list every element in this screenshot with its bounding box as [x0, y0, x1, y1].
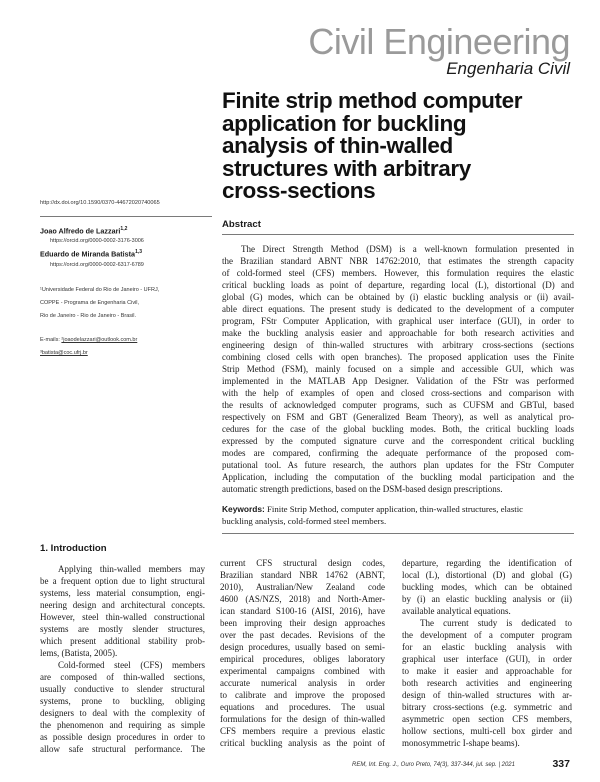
body-line: available analytical equations. [402, 606, 511, 616]
body-line: 4600 (AS/NZS, 2018) and North-Amer- [220, 594, 385, 604]
abstract-line: engineering design of thin-walled structures with arbitrary cross-sections (sections [222, 340, 574, 350]
body-line: graphical user interface (GUI), in order [402, 654, 572, 664]
abstract-heading: Abstract [222, 219, 261, 230]
body-line: systems are mostly slender structures, [40, 624, 205, 634]
side-divider [40, 216, 212, 217]
body-line: formulations for the design of thin-walled [220, 714, 385, 724]
body-column-3 [402, 557, 572, 749]
article-title-line: cross-sections [222, 178, 376, 203]
article-title [222, 90, 572, 203]
keywords [222, 503, 574, 527]
body-line: systems, prone to buckling, obliging [40, 696, 205, 706]
abstract-divider [222, 234, 574, 235]
body-line: both research activities and engineering [402, 678, 572, 688]
orcid-link[interactable]: https://orcid.org/0000-0002-6317-6789 [50, 261, 144, 268]
abstract-line: implemented in the MATLAB App Designer. Validation of the FStr was performed [222, 376, 574, 386]
affiliations [40, 284, 212, 323]
article-title-line: analysis of thin-walled [222, 133, 453, 158]
abstract-line: automatic strength predictions, based on the DSM-based design prescriptions. [222, 484, 503, 494]
body-line: the phenomenon and requiring as simple [40, 720, 205, 730]
body-line: CFS members require a previous elastic [220, 726, 385, 736]
body-line: 2010), Australian/New Zealand code [220, 582, 385, 592]
emails-label: E-mails: [40, 336, 62, 343]
body-line: The current study is dedicated to [420, 618, 572, 628]
affiliation-line: COPPE - Programa de Engenharia Civil, [40, 299, 140, 306]
body-line: hollow sections, multi-cell box girder and [402, 726, 572, 736]
abstract-line: cedures for the case of the global buckling modes. Both, the critical buckling loads [222, 424, 574, 434]
article-title-line: application for buckling [222, 110, 467, 136]
body-line: allow safe structural performance. The [40, 744, 205, 754]
keywords-text: Finite Strip Method, computer application, thin-walled structures, elastic [264, 504, 524, 514]
body-line: by (i) an elastic buckling analysis or (ii) [402, 594, 572, 604]
section-heading: 1. Introduction [40, 543, 107, 554]
body-line: to calibrate and improve the proposed [220, 690, 385, 700]
abstract-line: with the help of examples of open and closed cross-sections and comparison with [222, 388, 574, 398]
article-title-line: structures with arbitrary [222, 155, 471, 181]
abstract-line: The Direct Strength Method (DSM) is a well-known formulation presented in [241, 244, 574, 254]
affiliation-line: ¹Universidade Federal do Rio de Janeiro - UFRJ, [40, 286, 160, 293]
body-line: buckling modes, which can be obtained [402, 582, 572, 592]
body-line: design of thin-walled structures with ar- [402, 690, 572, 700]
body-line: However, steel thin-walled constructional [40, 612, 205, 622]
author-name: Eduardo de Miranda Batista$^{1,3}$ [40, 249, 143, 259]
body-line: designers to deal with the complexity of [40, 708, 205, 718]
keywords-label: Keywords: [222, 504, 265, 514]
abstract-line: Strip Method (FSM), mainly focused on a simple and accessible GUI, which was [222, 364, 574, 374]
abstract-line: make the buckling analysis easier and approachable for both research activities and [222, 328, 574, 338]
body-line: experimental campaigns combined with [220, 666, 385, 676]
body-line: Brazilian standard NBR 14762 (ABNT, [220, 570, 385, 580]
body-column-2 [220, 557, 385, 749]
author-name: Joao Alfredo de Lazzari$^{1,2}$ [40, 226, 128, 236]
body-line: the development of a computer program [402, 630, 572, 640]
email-link[interactable]: ³batista@coc.ufrj.br [40, 349, 88, 356]
body-line: lems, (Batista, 2005). [40, 648, 118, 658]
body-line: empirical procedures, obliges laboratory [220, 654, 385, 664]
page-number: 337 [552, 758, 570, 770]
author-block [40, 224, 212, 360]
body-line: ican standard S100-16 (AISI, 2016), have [220, 606, 385, 616]
body-line: bitrary cross-sections (e.g. symmetric and [402, 702, 572, 712]
body-line: usually conductive to slender structural [40, 684, 205, 694]
abstract-line: combining closed cells with open branches). The proposed application uses the Finite [222, 352, 574, 362]
body-line: are composed of thin-walled sections, [40, 672, 205, 682]
abstract-line: the results of acknowledged computer programs, such as CUFSM and GBTul, based [222, 400, 574, 410]
affiliation-line: Rio de Janeiro - Rio de Janeiro - Brasil. [40, 312, 136, 319]
keywords-text: buckling analysis, cold-formed steel members. [222, 516, 387, 526]
article-title-line: Finite strip method computer [222, 88, 523, 113]
abstract-line: the Brazilian standard ABNT NBR 14762:2010, that estimates the strength capacity [222, 256, 574, 266]
body-line: critical buckling analysis as the point of [220, 738, 385, 748]
body-line: for an elastic buckling analysis with [402, 642, 572, 652]
body-line: been improving their design approaches [220, 618, 385, 628]
doi-link[interactable]: http://dx.doi.org/10.1590/0370-44672020740065 [40, 200, 160, 206]
orcid-link[interactable]: https://orcid.org/0000-0002-3176-3006 [50, 238, 144, 245]
body-line: systems, less material consumption, engi- [40, 588, 205, 598]
body-line: departure, regarding the identification of [402, 558, 572, 568]
abstract-line: modes are compared, confirming the adequate performance of the proposed com- [222, 448, 574, 458]
body-line: as possible design procedures in order to [40, 732, 205, 742]
abstract-line: of cold-formed steel (CFS) members. However, this formulation requires the elastic [222, 268, 574, 278]
abstract-line: critical buckling loads as point of departure, regarding local (L), distortional (D) and [222, 280, 574, 290]
body-line: Cold-formed steel (CFS) members [58, 660, 205, 670]
body-line: local (L), distortional (D) and global (G) [402, 570, 572, 580]
body-line: Applying thin-walled members may [58, 564, 205, 574]
body-column-1 [40, 563, 205, 755]
body-line: asymmetric open section CFS members, [402, 714, 572, 724]
emails [40, 334, 212, 360]
body-line: be a frequent option due to light structural [40, 576, 205, 586]
journal-title: Civil Engineering [308, 21, 570, 62]
body-line: accurate numerical analysis in order [220, 678, 385, 688]
abstract-line: global (G) modes, which can be obtained by (i) elastic buckling analysis or (ii) avail- [222, 292, 574, 302]
body-line: over the past decades. Revisions of the [220, 630, 385, 640]
keywords-divider [222, 533, 574, 534]
abstract-body [222, 243, 574, 495]
journal-subtitle: Engenharia Civil [446, 59, 570, 78]
footer-citation: REM, Int. Eng. J., Ouro Preto, 74(3), 337-344, jul. sep. | 2021 [352, 762, 515, 768]
abstract-line: Application, including the computation of the buckling modal participation and the [222, 472, 574, 482]
body-line: current CFS structural design codes, [220, 558, 385, 568]
email-link[interactable]: ²joaodelazzari@outlook.com.br [61, 336, 138, 343]
abstract-line: putational tool. As future research, the authors plan updates for the FStr Computer [222, 460, 574, 470]
abstract-line: expressed by the computed signature curve and the correspondent critical buckling [222, 436, 574, 446]
abstract-line: program, FStr Computer Application, with graphical user interface (GUI), in order to [222, 316, 574, 326]
body-line: monosymmetric I-shape beams). [402, 738, 520, 748]
body-line: which present additional stability prob- [40, 636, 205, 646]
body-line: equations and procedures. The usual [220, 702, 385, 712]
abstract-line: able direct equations. The present study is dedicated to the development of a computer [222, 304, 574, 314]
abstract-line: respectively on FSM and GBT (Generalized Beam Theory), as well as analytical pro- [222, 412, 574, 422]
body-line: to make it easier and approachable for [402, 666, 572, 676]
body-line: neering design and architectural concepts. [40, 600, 205, 610]
body-line: design procedures, usually based on semi- [220, 642, 385, 652]
